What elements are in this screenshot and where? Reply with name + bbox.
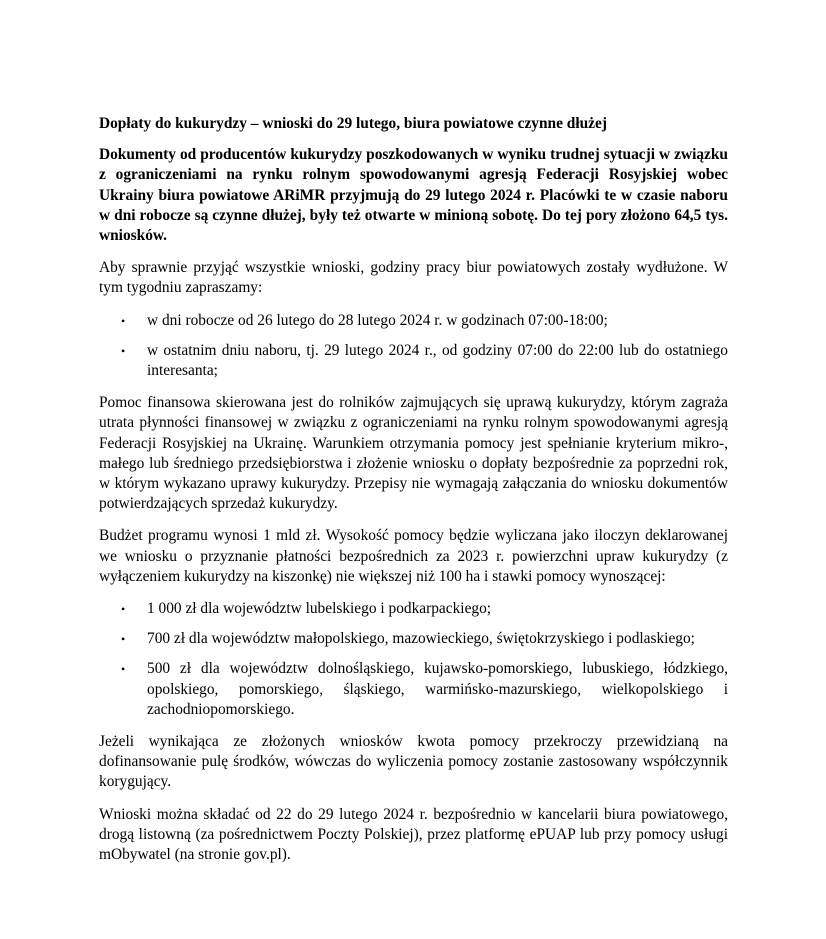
list-item — [99, 599, 728, 619]
hours-list — [99, 311, 728, 382]
bullet-icon: • — [121, 632, 126, 647]
correction-paragraph: Jeżeli wynikająca ze złożonych wniosków kwota pomocy przekroczy przewidzianą na dofinansowanie pulę środków, wówczas do wyliczenia pomocy zostanie zastosowany współczynnik korygujący. — [99, 733, 728, 791]
lead-paragraph: Dokumenty od producentów kukurydzy poszkodowanych w wyniku trudnej sytuacji w związku z ograniczeniami na rynku rolnym spowodowanymi agresją Federacji Rosyjskiej wobec Ukrainy biura powiatowe ARiMR przyjmują do 29 lutego 2024 r. Placówki te w czasie naboru w dni robocze są czynne dłużej, były też otwarte w minioną sobotę. Do tej pory złożono 64,5 tys. wniosków. — [99, 146, 728, 245]
list-item-text: 500 zł dla województw dolnośląskiego, kujawsko-pomorskiego, lubuskiego, łódzkiego, opolskiego, pomorskiego, śląskiego, warmińsko-mazurskiego, wielkopolskiego i zachodniopomorskiego. — [147, 660, 728, 718]
aid-paragraph: Pomoc finansowa skierowana jest do rolników zajmujących się uprawą kukurydzy, którym zagraża utrata płynności finansowej w związku z ograniczeniami na rynku rolnym spowodowanymi agresją Federacji Rosyjskiej na Ukrainę. Warunkiem otrzymania pomocy jest spełnianie kryterium mikro-, małego lub średniego przedsiębiorstwa i złożenie wniosku o dopłaty bezpośrednie za poprzedni rok, w którym wykazano uprawy kukurydzy. Przepisy nie wymagają załączania do wniosku dokumentów potwierdzających sprzedaż kukurydzy. — [99, 394, 728, 513]
list-item — [99, 659, 728, 720]
bullet-icon: • — [121, 662, 126, 677]
list-item — [99, 341, 728, 381]
list-item-text: 700 zł dla województw małopolskiego, mazowieckiego, świętokrzyskiego i podlaskiego; — [147, 630, 695, 648]
budget-paragraph: Budżet programu wynosi 1 mld zł. Wysokość pomocy będzie wyliczana jako iloczyn deklarowanej we wniosku o przyznanie płatności bezpośrednich za 2023 r. powierzchni upraw kukurydzy (z wyłączeniem kukurydzy na kiszonkę) nie większej niż 100 ha i stawki pomocy wynoszącej: — [99, 527, 728, 585]
bullet-icon: • — [121, 313, 126, 328]
list-item-text: 1 000 zł dla województw lubelskiego i podkarpackiego; — [147, 600, 492, 618]
document-page — [99, 114, 728, 877]
rates-list — [99, 599, 728, 720]
hours-intro-paragraph: Aby sprawnie przyjąć wszystkie wnioski, godziny pracy biur powiatowych zostały wydłużone. W tym tygodniu zapraszamy: — [99, 259, 728, 297]
bullet-icon: • — [121, 602, 126, 617]
list-item — [99, 311, 728, 331]
submission-paragraph: Wnioski można składać od 22 do 29 lutego 2024 r. bezpośrednio w kancelarii biura powiatowego, drogą listowną (za pośrednictwem Poczty Polskiej), przez platformę ePUAP lub przy pomocy usługi mObywatel (na stronie gov.pl). — [99, 805, 728, 864]
list-item-text: w dni robocze od 26 lutego do 28 lutego 2024 r. w godzinach 07:00-18:00; — [147, 311, 608, 329]
list-item-text: w ostatnim dniu naboru, tj. 29 lutego 2024 r., od godziny 07:00 do 22:00 lub do ostatniego interesanta; — [147, 341, 728, 380]
document-title: Dopłaty do kukurydzy – wnioski do 29 lutego, biura powiatowe czynne dłużej — [99, 115, 607, 132]
list-item — [99, 629, 728, 649]
bullet-icon: • — [121, 343, 126, 358]
